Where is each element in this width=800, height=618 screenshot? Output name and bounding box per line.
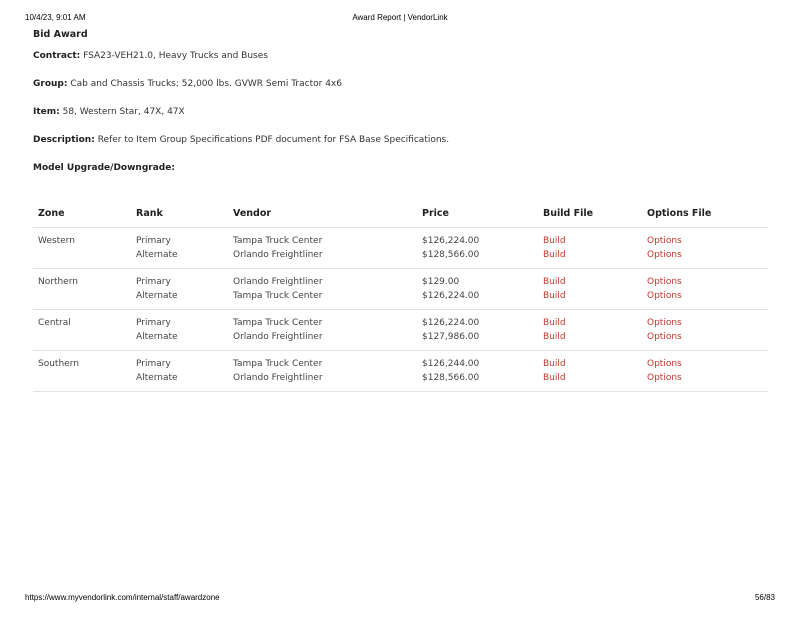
rank-primary: Primary (136, 236, 171, 246)
options-link-alternate[interactable]: Options (647, 290, 682, 301)
contract-label: Contract: (33, 51, 81, 61)
zone-cell: Southern (33, 351, 131, 392)
options-link-primary[interactable]: Options (647, 277, 682, 287)
rank-alternate: Alternate (136, 372, 178, 383)
model-upgrade-heading (33, 160, 768, 188)
options-link-alternate[interactable]: Options (647, 249, 682, 260)
price-primary: $126,224.00 (422, 318, 480, 328)
rank-cell (131, 269, 228, 310)
vendor-alternate: Orlando Freightliner (233, 331, 323, 342)
bid-award-heading: Bid Award (33, 29, 88, 40)
vendor-primary: Tampa Truck Center (233, 318, 323, 328)
price-cell (417, 269, 538, 310)
build-cell (538, 269, 642, 310)
build-link-alternate[interactable]: Build (543, 290, 566, 301)
build-cell (538, 351, 642, 392)
header-vendor: Vendor (228, 200, 417, 228)
table-header-row (33, 200, 768, 228)
build-cell (538, 228, 642, 269)
vendor-primary: Tampa Truck Center (233, 236, 323, 246)
contract-field (33, 48, 768, 76)
build-link-alternate[interactable]: Build (543, 372, 566, 383)
price-alternate: $127,986.00 (422, 331, 480, 342)
options-link-primary[interactable]: Options (647, 236, 682, 246)
vendor-alternate: Tampa Truck Center (233, 290, 323, 301)
rank-alternate: Alternate (136, 331, 178, 342)
group-field (33, 76, 768, 104)
table-row-northern (33, 269, 768, 310)
item-value: 58, Western Star, 47X, 47X (62, 107, 185, 117)
description-label: Description: (33, 135, 95, 145)
header-options-file: Options File (642, 200, 768, 228)
vendor-cell (228, 351, 417, 392)
vendor-primary: Orlando Freightliner (233, 277, 323, 287)
rank-primary: Primary (136, 277, 171, 287)
price-primary: $129.00 (422, 277, 460, 287)
options-link-alternate[interactable]: Options (647, 372, 682, 383)
options-cell (642, 351, 768, 392)
print-footer (0, 593, 800, 605)
item-label: Item: (33, 107, 60, 117)
page-number: 56/83 (754, 593, 775, 602)
zone-cell: Northern (33, 269, 131, 310)
zone-cell: Western (33, 228, 131, 269)
award-report (33, 28, 768, 392)
price-cell (417, 228, 538, 269)
header-build-file: Build File (538, 200, 642, 228)
options-link-primary[interactable]: Options (647, 318, 682, 328)
build-cell (538, 310, 642, 351)
award-table (33, 200, 768, 392)
rank-cell (131, 351, 228, 392)
build-link-primary[interactable]: Build (543, 236, 566, 246)
contract-value: FSA23-VEH21.0, Heavy Trucks and Buses (83, 51, 268, 61)
print-url: https://www.myvendorlink.com/internal/staff/awardzone (25, 593, 220, 602)
rank-alternate: Alternate (136, 290, 178, 301)
price-cell (417, 310, 538, 351)
table-row-central (33, 310, 768, 351)
vendor-cell (228, 228, 417, 269)
build-link-primary[interactable]: Build (543, 359, 566, 369)
options-cell (642, 269, 768, 310)
rank-cell (131, 310, 228, 351)
model-upgrade-label: Model Upgrade/Downgrade: (33, 163, 175, 173)
options-link-primary[interactable]: Options (647, 359, 682, 369)
description-value: Refer to Item Group Specifications PDF document for FSA Base Specifications. (97, 135, 450, 145)
build-link-primary[interactable]: Build (543, 277, 566, 287)
vendor-primary: Tampa Truck Center (233, 359, 323, 369)
price-alternate: $128,566.00 (422, 372, 480, 383)
header-price: Price (417, 200, 538, 228)
rank-primary: Primary (136, 318, 171, 328)
print-header (0, 13, 800, 25)
description-field (33, 132, 768, 160)
table-row-southern (33, 351, 768, 392)
table-row-western (33, 228, 768, 269)
price-alternate: $128,566.00 (422, 249, 480, 260)
options-link-alternate[interactable]: Options (647, 331, 682, 342)
group-label: Group: (33, 79, 68, 89)
price-primary: $126,224.00 (422, 236, 480, 246)
price-alternate: $126,224.00 (422, 290, 480, 301)
rank-alternate: Alternate (136, 249, 178, 260)
rank-cell (131, 228, 228, 269)
build-link-primary[interactable]: Build (543, 318, 566, 328)
price-cell (417, 351, 538, 392)
vendor-alternate: Orlando Freightliner (233, 249, 323, 260)
vendor-cell (228, 310, 417, 351)
price-primary: $126,244.00 (422, 359, 480, 369)
rank-primary: Primary (136, 359, 171, 369)
item-field (33, 104, 768, 132)
header-zone: Zone (33, 200, 131, 228)
print-datetime: 10/4/23, 9:01 AM (25, 13, 86, 22)
build-link-alternate[interactable]: Build (543, 249, 566, 260)
header-rank: Rank (131, 200, 228, 228)
options-cell (642, 310, 768, 351)
vendor-alternate: Orlando Freightliner (233, 372, 323, 383)
vendor-cell (228, 269, 417, 310)
options-cell (642, 228, 768, 269)
build-link-alternate[interactable]: Build (543, 331, 566, 342)
group-value: Cab and Chassis Trucks: 52,000 lbs. GVWR Semi Tractor 4x6 (70, 79, 342, 89)
zone-cell: Central (33, 310, 131, 351)
print-page-title: Award Report | VendorLink (352, 13, 448, 22)
